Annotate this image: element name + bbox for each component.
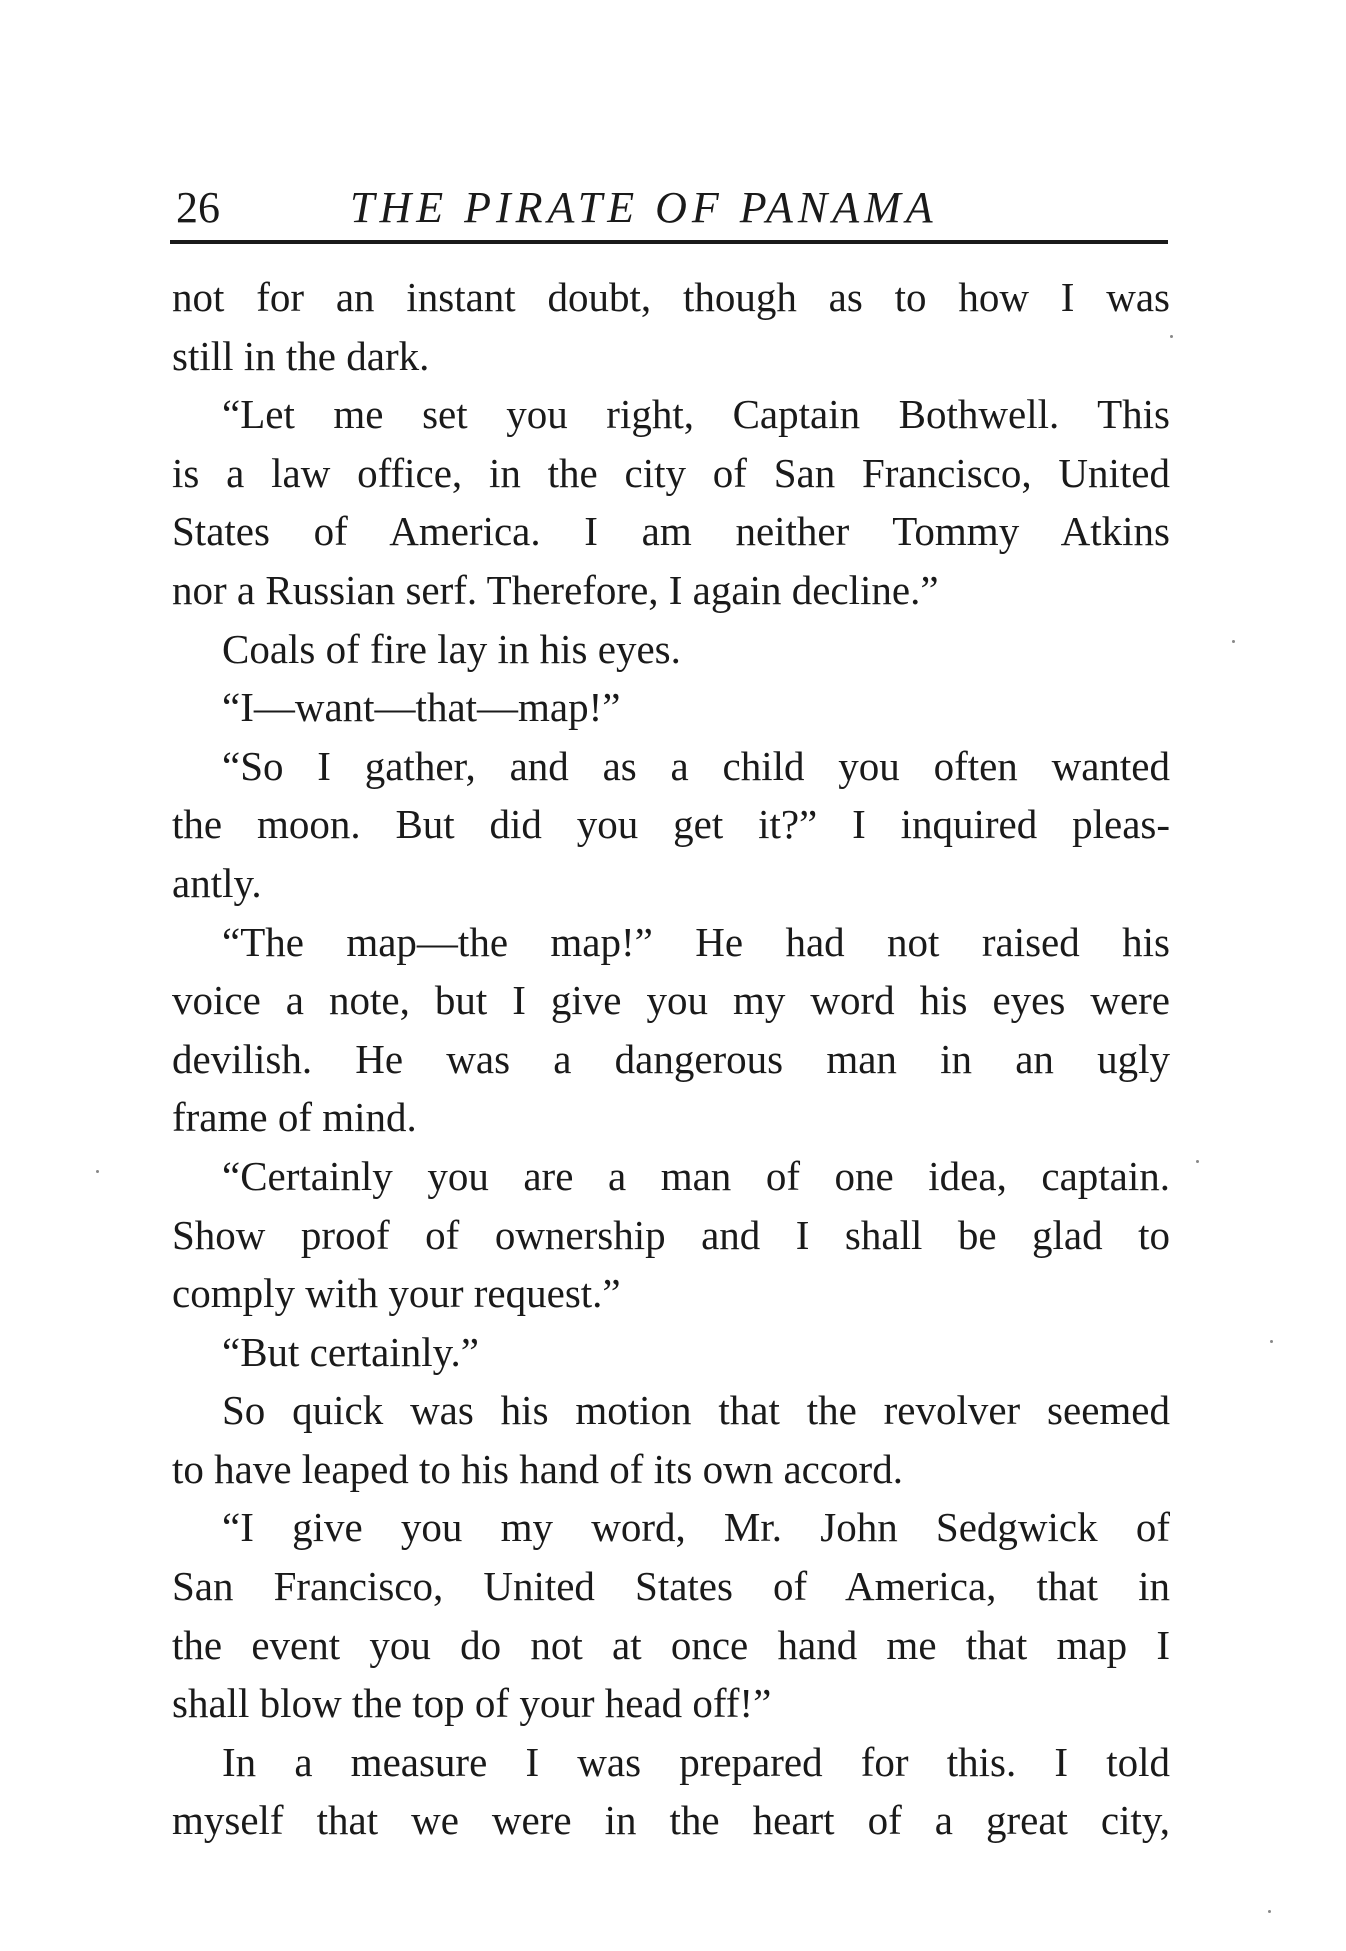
body-text	[172, 268, 1170, 1850]
header-rule	[170, 240, 1168, 244]
text-line: “I give you my word, Mr. John Sedgwick of	[222, 1504, 1170, 1551]
text-line: “I—want—that—map!”	[222, 684, 621, 731]
text-line: San Francisco, United States of America, that in	[172, 1563, 1170, 1610]
text-line: shall blow the top of your head off!”	[172, 1680, 772, 1727]
text-line: comply with your request.”	[172, 1270, 621, 1317]
text-line: So quick was his motion that the revolver seemed	[222, 1387, 1170, 1434]
text-line: myself that we were in the heart of a great city,	[172, 1797, 1170, 1844]
text-line: Coals of fire lay in his eyes.	[222, 625, 681, 672]
page-number: 26	[176, 183, 220, 232]
scan-speck	[1170, 335, 1173, 338]
text-line: nor a Russian serf. Therefore, I again decline.”	[172, 566, 939, 613]
scan-speck	[96, 1170, 99, 1173]
text-line: “Let me set you right, Captain Bothwell. This	[222, 391, 1170, 438]
text-line: “So I gather, and as a child you often wanted	[222, 742, 1170, 789]
scan-speck	[1270, 1340, 1273, 1343]
text-line: Show proof of ownership and I shall be glad to	[172, 1211, 1170, 1258]
text-line: not for an instant doubt, though as to how I was	[172, 274, 1170, 320]
running-title: THE PIRATE OF PANAMA	[350, 183, 938, 232]
text-line: “But certainly.”	[222, 1328, 479, 1375]
text-line: In a measure I was prepared for this. I told	[222, 1738, 1170, 1785]
scan-speck	[1232, 640, 1235, 643]
text-line: voice a note, but I give you my word his eyes were	[172, 977, 1170, 1024]
text-line: the moon. But did you get it?” I inquired pleas-	[172, 801, 1170, 848]
text-line: “The map—the map!” He had not raised his	[222, 918, 1170, 965]
text-line: antly.	[172, 859, 262, 906]
text-line: the event you do not at once hand me that map I	[172, 1621, 1170, 1668]
text-line: “Certainly you are a man of one idea, captain.	[222, 1152, 1170, 1199]
scan-speck	[1196, 1160, 1199, 1163]
scan-speck	[1268, 1910, 1271, 1913]
text-line: is a law office, in the city of San Francisco, United	[172, 449, 1170, 496]
text-line: devilish. He was a dangerous man in an ugly	[172, 1035, 1170, 1082]
page-header	[170, 178, 1170, 238]
text-line: to have leaped to his hand of its own accord.	[172, 1445, 903, 1492]
text-line: States of America. I am neither Tommy Atkins	[172, 508, 1170, 555]
text-line: still in the dark.	[172, 332, 430, 379]
text-line: frame of mind.	[172, 1094, 417, 1141]
